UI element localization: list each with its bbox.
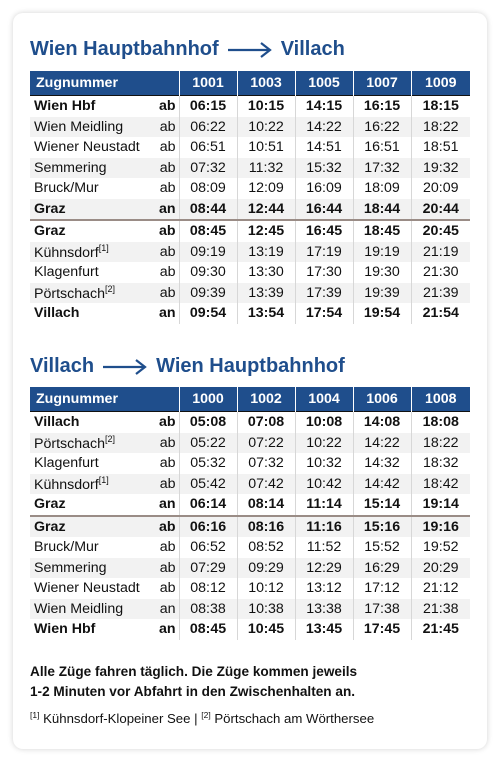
time-cell: 15:32 — [295, 158, 353, 179]
stop-type: ab — [152, 262, 179, 283]
table-row — [30, 558, 470, 579]
station-name: Kühnsdorf — [34, 244, 99, 261]
time-cell: 06:14 — [179, 494, 237, 516]
time-cell: 13:54 — [237, 303, 295, 324]
table-row — [30, 262, 470, 283]
station-name: Semmering — [34, 559, 107, 576]
time-cell: 20:44 — [411, 199, 470, 221]
station-name: Wiener Neustadt — [34, 139, 140, 156]
stop-type: an — [152, 619, 179, 640]
time-cell: 12:44 — [237, 199, 295, 221]
station-cell — [30, 96, 152, 117]
time-cell: 14:22 — [353, 433, 411, 454]
time-cell: 21:45 — [422, 621, 459, 638]
table-row — [30, 158, 470, 179]
title-from: Villach — [30, 355, 95, 377]
time-cell: 12:09 — [237, 178, 295, 199]
time-cell: 13:30 — [237, 262, 295, 283]
table-row — [30, 220, 470, 242]
table-row — [30, 199, 470, 221]
station-cell — [30, 433, 152, 454]
station-cell — [30, 178, 152, 199]
station-name: Wien Hbf — [34, 621, 96, 638]
train-number: 1002 — [237, 387, 295, 412]
time-cell: 21:39 — [411, 283, 470, 304]
station-cell — [30, 558, 152, 579]
time-cell: 08:45 — [179, 619, 237, 640]
time-cell: 17:19 — [295, 242, 353, 263]
time-cell: 19:52 — [423, 539, 459, 556]
time-cell: 21:30 — [423, 264, 459, 281]
stop-type: ab — [152, 158, 179, 179]
table-header — [30, 387, 470, 412]
time-cell: 19:16 — [411, 516, 470, 538]
table-row — [30, 453, 470, 474]
table-row — [30, 433, 470, 454]
station-name: Wien Meidling — [34, 118, 124, 135]
time-cell: 20:09 — [423, 180, 459, 197]
stop-type: ab — [152, 137, 179, 158]
station-cell — [30, 199, 152, 221]
station-cell — [30, 494, 152, 516]
time-cell: 14:15 — [295, 96, 353, 117]
stop-type: an — [152, 199, 179, 221]
footnote-mark: [1] — [30, 710, 40, 720]
time-cell: 05:22 — [179, 433, 237, 454]
table-row — [30, 494, 470, 516]
train-number: 1009 — [411, 71, 470, 96]
stop-type: ab — [152, 516, 179, 538]
station-cell — [30, 220, 152, 242]
train-number: 1005 — [295, 71, 353, 96]
stop-type: ab — [152, 220, 179, 242]
station-cell — [30, 117, 152, 138]
time-cell: 10:22 — [237, 117, 295, 138]
time-cell: 11:16 — [295, 516, 353, 538]
time-cell: 13:12 — [295, 578, 353, 599]
stop-type: ab — [152, 578, 179, 599]
station-name: Pörtschach — [34, 435, 105, 452]
time-cell: 21:38 — [411, 599, 470, 620]
title-to: Villach — [280, 38, 345, 60]
station-name: Villach — [34, 305, 80, 322]
station-name: Graz — [34, 223, 66, 240]
stop-type: ab — [152, 412, 179, 433]
time-cell: 16:44 — [295, 199, 353, 221]
time-cell: 11:52 — [295, 537, 353, 558]
stop-type: an — [152, 494, 179, 516]
station-cell — [30, 242, 152, 263]
stop-type: ab — [152, 453, 179, 474]
footnote-separator: | — [194, 711, 198, 726]
section-title-2 — [30, 355, 345, 378]
station-name: Kühnsdorf — [34, 476, 99, 493]
table-row — [30, 412, 470, 433]
station-cell — [30, 262, 152, 283]
time-cell: 07:29 — [179, 558, 237, 579]
footnote-ref: [2] — [104, 433, 115, 444]
station-name: Bruck/Mur — [34, 539, 99, 556]
footnote-text: Kühnsdorf-Klopeiner See — [43, 711, 191, 726]
time-cell: 17:38 — [353, 599, 411, 620]
time-cell: 06:15 — [179, 96, 237, 117]
station-name: Villach — [34, 414, 80, 431]
time-cell: 11:14 — [295, 494, 353, 516]
train-number: 1001 — [179, 71, 237, 96]
time-cell: 07:08 — [237, 412, 295, 433]
time-cell: 05:32 — [179, 453, 237, 474]
time-cell: 20:29 — [411, 558, 470, 579]
time-cell: 10:12 — [237, 578, 295, 599]
table-row — [30, 242, 470, 263]
time-cell: 14:32 — [353, 453, 411, 474]
table-row — [30, 537, 470, 558]
table-row — [30, 96, 470, 117]
time-cell: 18:44 — [353, 199, 411, 221]
note-line: 1-2 Minuten vor Abfahrt in den Zwischenhalten an. — [30, 684, 356, 699]
time-cell: 18:08 — [411, 412, 470, 433]
stop-type: ab — [152, 178, 179, 199]
train-number: 1008 — [411, 387, 470, 412]
note-line: Alle Züge fahren täglich. Die Züge kommen jeweils — [30, 664, 358, 679]
station-name: Wiener Neustadt — [34, 580, 140, 597]
time-cell: 18:42 — [411, 474, 470, 495]
time-cell: 10:08 — [295, 412, 353, 433]
time-cell: 07:32 — [179, 158, 237, 179]
time-cell: 10:51 — [237, 137, 295, 158]
station-name: Graz — [34, 496, 66, 513]
time-cell: 07:22 — [237, 433, 295, 454]
time-cell: 16:45 — [295, 220, 353, 242]
time-cell: 17:30 — [295, 262, 353, 283]
time-cell: 10:32 — [295, 453, 353, 474]
station-name: Klagenfurt — [34, 264, 99, 281]
time-cell: 16:29 — [353, 558, 411, 579]
time-cell: 14:51 — [295, 137, 353, 158]
station-name: Klagenfurt — [34, 455, 99, 472]
footnote-mark: [2] — [201, 710, 211, 720]
stop-type: ab — [152, 96, 179, 117]
time-cell: 08:09 — [179, 178, 237, 199]
time-cell: 19:39 — [353, 283, 411, 304]
time-cell: 19:32 — [411, 158, 470, 179]
time-cell: 17:32 — [353, 158, 411, 179]
time-cell: 21:54 — [422, 305, 459, 322]
station-cell — [30, 578, 152, 599]
time-cell: 16:15 — [353, 96, 411, 117]
footnotes — [30, 710, 470, 726]
stop-type: ab — [152, 433, 179, 454]
table-body — [30, 412, 470, 640]
time-cell: 18:22 — [411, 117, 470, 138]
time-cell: 16:22 — [353, 117, 411, 138]
time-cell: 08:16 — [237, 516, 295, 538]
stop-type: ab — [152, 537, 179, 558]
station-name: Wien Meidling — [34, 600, 124, 617]
time-cell: 18:22 — [411, 433, 470, 454]
time-cell: 15:16 — [353, 516, 411, 538]
time-cell: 19:14 — [422, 496, 459, 513]
time-cell: 18:15 — [411, 96, 470, 117]
footnote-ref: [1] — [98, 474, 109, 485]
station-name: Pörtschach — [34, 285, 105, 302]
time-cell: 19:54 — [353, 303, 411, 324]
station-cell — [30, 412, 152, 433]
arrow-right-icon — [227, 40, 273, 60]
station-cell — [30, 599, 152, 620]
station-cell — [30, 516, 152, 538]
time-cell: 20:45 — [411, 220, 470, 242]
time-cell: 06:51 — [179, 137, 237, 158]
time-cell: 08:44 — [179, 199, 237, 221]
timetable-2 — [30, 387, 470, 640]
table-row — [30, 303, 470, 324]
table-row — [30, 578, 470, 599]
table-row — [30, 178, 470, 199]
time-cell: 07:32 — [237, 453, 295, 474]
train-number: 1006 — [353, 387, 411, 412]
arrow-right-icon — [102, 357, 148, 377]
service-note — [30, 662, 470, 702]
timetable-1 — [30, 71, 470, 324]
station-name: Graz — [34, 518, 66, 535]
stop-type: ab — [152, 474, 179, 495]
time-cell: 06:22 — [179, 117, 237, 138]
station-cell — [30, 537, 152, 558]
time-cell: 09:54 — [179, 303, 237, 324]
station-cell — [30, 303, 152, 324]
table-row — [30, 599, 470, 620]
time-cell: 17:54 — [295, 303, 353, 324]
station-cell — [30, 453, 152, 474]
time-cell: 08:38 — [179, 599, 237, 620]
time-cell: 19:30 — [353, 262, 411, 283]
time-cell: 09:19 — [179, 242, 237, 263]
footnote-text: Pörtschach am Wörthersee — [214, 711, 375, 726]
time-cell: 10:38 — [237, 599, 295, 620]
time-cell: 19:19 — [353, 242, 411, 263]
train-number: 1007 — [353, 71, 411, 96]
table-row — [30, 283, 470, 304]
stop-type: ab — [152, 283, 179, 304]
train-number: 1003 — [237, 71, 295, 96]
time-cell: 05:08 — [179, 412, 237, 433]
table-row — [30, 137, 470, 158]
train-number: 1000 — [179, 387, 237, 412]
time-cell: 10:22 — [295, 433, 353, 454]
station-cell — [30, 474, 152, 495]
time-cell: 12:29 — [295, 558, 353, 579]
time-cell: 18:32 — [423, 455, 459, 472]
table-row — [30, 474, 470, 495]
time-cell: 18:09 — [353, 178, 411, 199]
time-cell: 18:51 — [423, 139, 459, 156]
time-cell: 09:29 — [237, 558, 295, 579]
time-cell: 14:08 — [353, 412, 411, 433]
section-title-1 — [30, 38, 345, 61]
time-cell: 13:19 — [237, 242, 295, 263]
table-row — [30, 619, 470, 640]
time-cell: 13:45 — [295, 619, 353, 640]
time-cell: 05:42 — [179, 474, 237, 495]
table-header — [30, 71, 470, 96]
station-name: Bruck/Mur — [34, 180, 99, 197]
station-cell — [30, 158, 152, 179]
stop-type: ab — [152, 558, 179, 579]
station-name: Wien Hbf — [34, 98, 96, 115]
stop-type: an — [152, 303, 179, 324]
time-cell: 06:16 — [179, 516, 237, 538]
time-cell: 16:51 — [353, 137, 411, 158]
time-cell: 17:45 — [353, 619, 411, 640]
time-cell: 15:14 — [353, 494, 411, 516]
time-cell: 13:38 — [295, 599, 353, 620]
station-cell — [30, 283, 152, 304]
time-cell: 16:09 — [295, 178, 353, 199]
time-cell: 17:12 — [353, 578, 411, 599]
time-cell: 07:42 — [237, 474, 295, 495]
time-cell: 21:12 — [423, 580, 459, 597]
station-name: Graz — [34, 200, 66, 217]
footnote-ref: [2] — [104, 283, 115, 294]
stop-type: ab — [152, 242, 179, 263]
station-cell — [30, 619, 152, 640]
table-body — [30, 96, 470, 324]
stop-type: an — [152, 599, 179, 620]
time-cell: 11:32 — [237, 158, 295, 179]
time-cell: 08:14 — [237, 494, 295, 516]
time-cell: 12:45 — [237, 220, 295, 242]
train-number: 1004 — [295, 387, 353, 412]
title-to: Wien Hauptbahnhof — [156, 355, 345, 377]
time-cell: 17:39 — [295, 283, 353, 304]
time-cell: 13:39 — [237, 283, 295, 304]
stop-type: ab — [152, 117, 179, 138]
time-cell: 14:22 — [295, 117, 353, 138]
time-cell: 10:42 — [295, 474, 353, 495]
time-cell: 08:52 — [237, 537, 295, 558]
title-from: Wien Hauptbahnhof — [30, 38, 219, 60]
table-row — [30, 117, 470, 138]
time-cell: 18:45 — [353, 220, 411, 242]
header-label: Zugnummer — [30, 71, 179, 96]
time-cell: 10:15 — [237, 96, 295, 117]
station-name: Semmering — [34, 159, 107, 176]
header-label: Zugnummer — [30, 387, 179, 412]
time-cell: 08:45 — [179, 220, 237, 242]
table-row — [30, 516, 470, 538]
time-cell: 08:12 — [179, 578, 237, 599]
footnote-ref: [1] — [98, 242, 109, 253]
time-cell: 06:52 — [179, 537, 237, 558]
time-cell: 21:19 — [411, 242, 470, 263]
time-cell: 15:52 — [353, 537, 411, 558]
time-cell: 09:30 — [179, 262, 237, 283]
time-cell: 09:39 — [179, 283, 237, 304]
time-cell: 14:42 — [353, 474, 411, 495]
station-cell — [30, 137, 152, 158]
time-cell: 10:45 — [237, 619, 295, 640]
